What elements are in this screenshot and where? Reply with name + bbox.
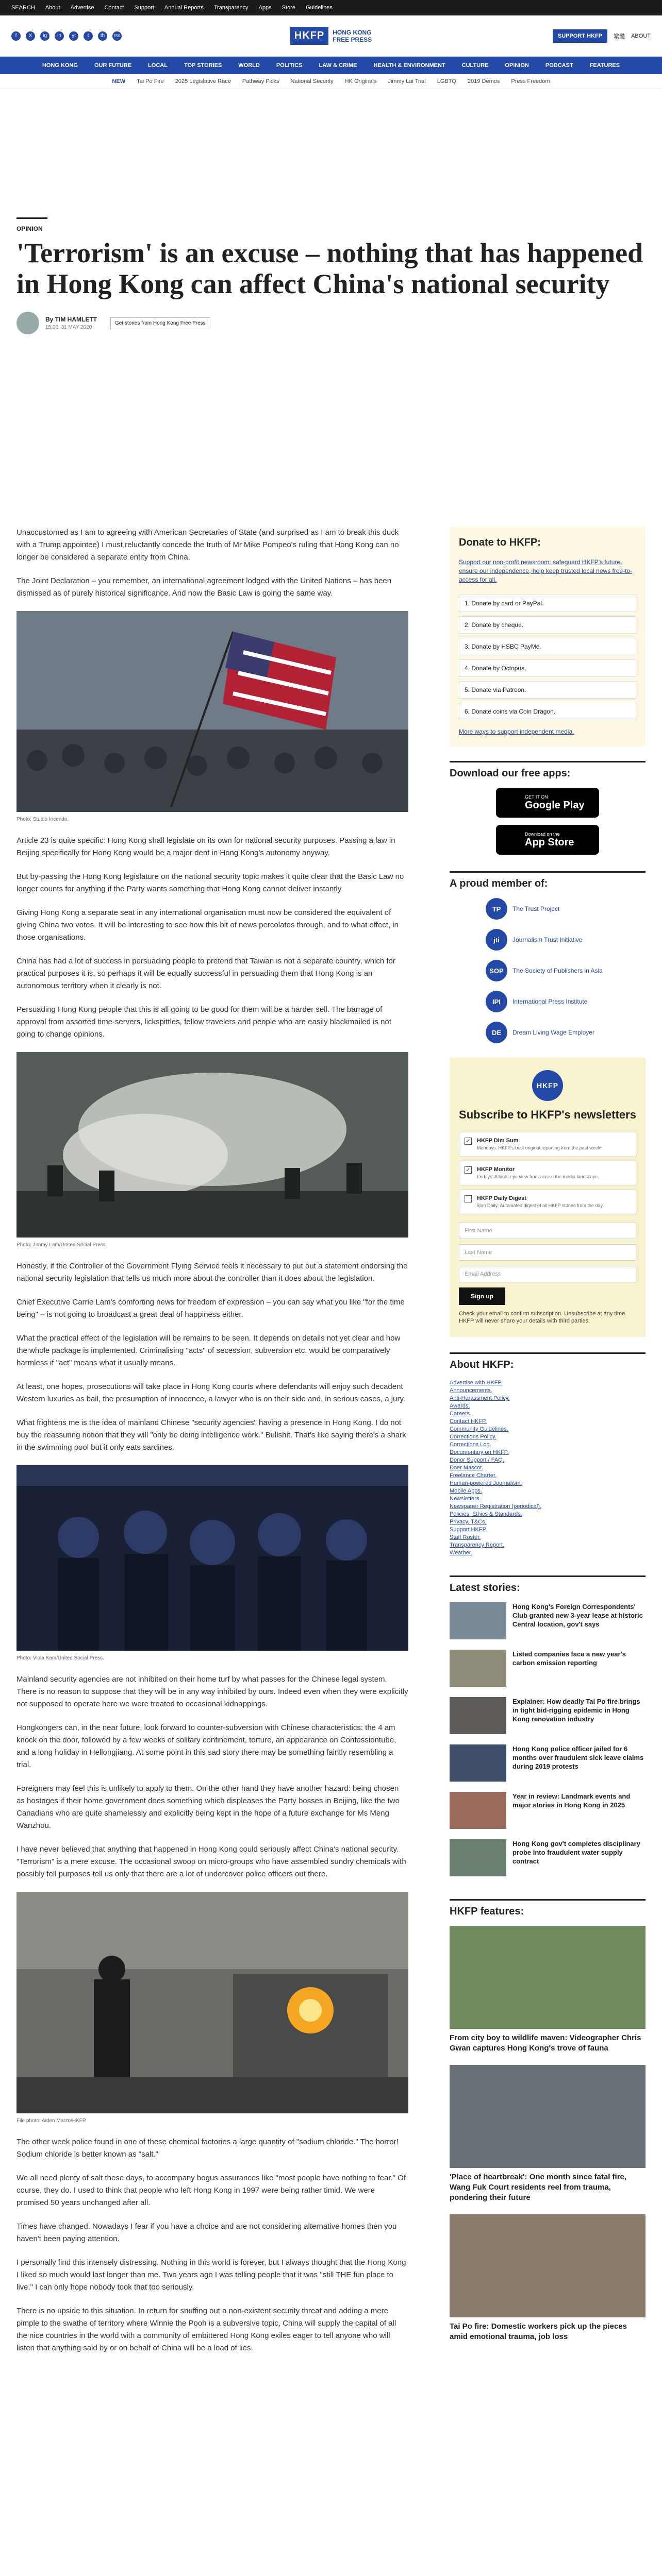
nav-local[interactable]: LOCAL [148,62,168,69]
rss-icon[interactable]: rss [112,31,122,41]
paragraph: I personally find this intensely distressing. Nothing in this world is forever, but I always thought that the Hong Kong I liked so much would last longer than me. Two years ago I was telling people that it was "still THE fun place to live." I can only hope nobody took that too seriously. [16,2258,406,2292]
about-link[interactable]: Awards. [450,1403,470,1409]
newsletter-title: Subscribe to HKFP's newsletters [459,1108,636,1121]
photo-riot-police [16,1465,408,1651]
annual-reports-link[interactable]: Annual Reports [164,5,204,11]
newsletter-option[interactable] [459,1190,636,1214]
trending-item[interactable]: Pathway Picks [242,78,279,84]
about-link[interactable]: About [45,5,60,11]
paragraph: Times have changed. Nowadays I fear if you have a choice and are not considering alternative homes then you haven't been paying attention. [16,2222,397,2243]
apps-title: Download our free apps: [450,761,646,779]
sidebar [450,527,646,2353]
author-name[interactable]: By TIM HAMLETT [45,316,97,323]
feature-title[interactable]: Tai Po fire: Domestic workers pick up the pieces amid emotional trauma, job loss [450,2322,627,2341]
search-link[interactable]: SEARCH [11,5,35,11]
nav-hong-kong[interactable]: HONG KONG [42,62,78,69]
email-input[interactable]: Email Address [459,1266,636,1282]
photo-flag-protest [16,611,408,812]
newsletter-desc: Mondays: HKFP's best original reporting from the past week. [477,1145,602,1150]
paragraph: What frightens me is the idea of mainland Chinese "security agencies" having a presence in Hong Kong. I do not buy the reassuring notion that they will "only be doing intelligence work." Bullshit. That's like saying there's a shark in the swimming pool but it only eats sardines. [16,1418,406,1452]
member-ipi[interactable] [450,991,646,1012]
nav-world[interactable]: WORLD [238,62,260,69]
newsletter-desc: 5pm Daily: Automated digest of all HKFP stories from the day. [477,1203,604,1208]
advertise-link[interactable]: Advertise [70,5,94,11]
feature-story[interactable] [450,2214,646,2342]
language-switch[interactable]: 繁體 [614,33,625,40]
newsletter-option[interactable] [459,1132,636,1157]
donate-option[interactable]: 5. Donate via Patreon. [459,681,636,699]
paragraph: I have never believed that anything that happened in Hong Kong could seriously affect China's national security. "Terrorism" is a mere excuse. The occasional swoop on micro-groups who have assembled sundry chemicals with possibly fell purposes tell us only that there are a lot of undercover police officers out there. [16,1845,406,1878]
about-title: About HKFP: [450,1352,646,1371]
about-link[interactable]: Careers. [450,1411,472,1417]
story-title[interactable]: Year in review: Landmark events and major stories in Hong Kong in 2025 [512,1792,631,1809]
nav-law-crime[interactable]: LAW & CRIME [319,62,357,69]
feature-story[interactable] [450,2065,646,2203]
newsletter-desc: Fridays: A birds-eye view from across the media landscape. [477,1174,600,1179]
trending-item[interactable]: 2025 Legislative Race [175,78,231,84]
newsletter-text [477,1166,599,1180]
contact-link[interactable]: Contact [104,5,124,11]
feature-title[interactable]: 'Place of heartbreak': One month since fatal fire, Wang Fuk Court residents reel from trauma, pondering their future [450,2173,627,2202]
donate-option[interactable]: 3. Donate by HSBC PayMe. [459,638,636,655]
story-thumbnail [450,1744,506,1782]
first-name-input[interactable]: First Name [459,1223,636,1239]
store-link[interactable]: Store [282,5,295,11]
paragraph: Persuading Hong Kong people that this is all going to be good for them will be a harder sell. The barrage of approval from assorted time-servers, lickspittles, fellow travelers and people who are easily blackmailed is not going to change opinions. [16,1005,391,1039]
paragraph: Mainland security agencies are not inhibited on their home turf by what passes for the Chinese legal system. There is no reason to suppose that they will be in any way inhibited by ours. Indeed even when they were explicitly not supposed to operate here we were treated to occasional kidnappings. [16,1675,408,1708]
member-logo: jti [486,929,507,951]
photo-caption: Photo: Jimmy Lam/United Social Press. [16,1242,107,1248]
paragraph: Hongkongers can, in the near future, look forward to counter-subversion with Chinese characteristics: the 4 am knock on the door, followed by a few weeks of solitary confinement, torture, an appearance on Confessiontube, and a long holiday in Hellongjiang. At some point in this sad story there may be something faintly resembling a trial. [16,1723,396,1769]
latest-story[interactable] [450,1744,646,1782]
article-category[interactable]: OPINION [16,225,43,232]
paragraph: Giving Hong Kong a separate seat in any international organisation must now be considered the equivalent of giving China two votes. It will be interesting to see how this bit of news percolates through, and to what effect, in those organisations. [16,908,399,942]
donate-option[interactable]: 2. Donate by cheque. [459,616,636,634]
header-right [444,29,651,43]
transparency-link[interactable]: Transparency [213,5,249,11]
trending-item[interactable]: Press Freedom [511,78,550,84]
newsletter-logo: HKFP [532,1070,563,1101]
trending-item[interactable]: Tai Po Fire [137,78,164,84]
nav-culture[interactable]: CULTURE [461,62,489,69]
paragraph: Unaccustomed as I am to agreeing with American Secretaries of State (and surprised as I am to break this duck with a Trump appointee) I must reluctantly concede the truth of Mr Mike Pompeo's ruling that Hong Kong can no longer be considered a separate entity from China. [16,528,399,562]
feature-title[interactable]: From city boy to wildlife maven: Videographer Chris Gwan captures Hong Kong's trove of fauna [450,2033,641,2053]
top-bar [0,0,662,15]
trending-bar [0,74,662,89]
app-store-small: Download on the [525,831,560,837]
donate-title: Donate to HKFP: [459,537,541,548]
latest-story[interactable] [450,1697,646,1734]
about-link[interactable]: Donor Support / FAQ. [450,1457,504,1463]
newsletter-box [450,1058,646,1337]
story-thumbnail [450,1792,506,1829]
donate-intro-link[interactable]: Support our non-profit newsroom: safeguard HKFP's future, ensure our independence, help keep trusted local news free-to-access for all. [459,558,633,583]
linkedin-icon[interactable]: in [55,31,64,41]
latest-story[interactable] [450,1839,646,1876]
latest-story[interactable] [450,1602,646,1639]
content-wrap [16,217,646,2352]
about-menu[interactable]: ABOUT [631,32,651,39]
google-play-label: Google Play [525,799,585,811]
about-list [450,1379,646,1557]
trending-item[interactable]: Jimmy Lai Trial [388,78,426,84]
donate-option[interactable]: 1. Donate by card or PayPal. [459,595,636,612]
guidelines-link[interactable]: Guidelines [305,5,333,11]
last-name-input[interactable]: Last Name [459,1244,636,1261]
logo-line-1: HONG KONG [333,28,372,36]
story-thumbnail [450,1602,506,1639]
story-title[interactable]: Hong Kong's Foreign Correspondents' Club granted new 3-year lease at historic Central location, gov't says [512,1603,643,1628]
logo-text [333,29,372,43]
member-living-wage[interactable] [450,1022,646,1043]
site-logo[interactable] [218,27,444,45]
about-link[interactable]: Newspaper Registration (periodical). [450,1503,541,1510]
author-avatar [16,312,39,334]
member-name: Journalism Trust Initiative [512,936,583,943]
newsletter-option[interactable] [459,1161,636,1185]
nav-opinion[interactable]: OPINION [505,62,529,69]
feature-image [450,2214,646,2317]
paragraph: We all need plenty of salt these days, to accompany bogus assurances like "most people have nothing to fear." Of course, they do. I used to think that people who left Hong Kong in 1997 were being rather timid. We were promised 50 years unchanged after all. [16,2174,406,2207]
about-link[interactable]: Human-powered Journalism. [450,1480,522,1486]
member-name: The Society of Publishers in Asia [512,967,603,974]
youtube-icon[interactable]: yt [69,31,78,41]
apps-link[interactable]: Apps [258,5,272,11]
google-play-small: GET IT ON [525,794,548,800]
paragraph: China has had a lot of success in persuading people to pretend that Taiwan is not a separate country, which for practical purposes it is, so perhaps it will be equally successful in persuading them that Hong Kong is an autonomous territory when it clearly is not. [16,957,395,990]
support-hkfp-button[interactable]: SUPPORT HKFP [553,29,607,43]
member-name: Dream Living Wage Employer [512,1028,594,1036]
more-ways-link[interactable]: More ways to support independent media. [459,728,574,735]
member-jti[interactable] [450,929,646,951]
threads-icon[interactable]: th [98,31,107,41]
about-link[interactable]: Announcements. [450,1387,492,1394]
main-nav [0,57,662,74]
newsletter-text [477,1138,602,1151]
logo-line-2: FREE PRESS [333,36,372,43]
facebook-icon[interactable]: f [11,31,21,41]
donate-box [450,527,646,747]
paragraph: Article 23 is quite specific: Hong Kong shall legislate on its own for national security purposes. Passing a law in Beijing specifically for Hong Kong would be a major dent in Hong Kong's autonomy anyway. [16,836,395,857]
photo-petrol-bomb [16,1892,408,2113]
trending-item[interactable]: 2019 Demos [468,78,500,84]
trending-item[interactable]: LGBTQ [437,78,456,84]
about-link[interactable]: Weather. [450,1550,472,1556]
member-sopa[interactable] [450,960,646,981]
donate-option[interactable]: 6. Donate coins via Coin Dragon. [459,703,636,720]
subscribe-note: Check your email to confirm subscription. Unsubscribe at any time. HKFP will never share your details with third parties. [459,1311,627,1324]
about-link[interactable]: Mobile Apps. [450,1488,482,1494]
about-link[interactable]: Documentary on HKFP. [450,1449,509,1455]
newsletter-name: HKFP Daily Digest [477,1195,526,1201]
checkbox[interactable] [465,1195,472,1202]
story-thumbnail [450,1839,506,1876]
about-link[interactable]: Corrections Log. [450,1442,491,1448]
feature-story[interactable] [450,1926,646,2054]
about-link[interactable]: Support HKFP. [450,1527,487,1533]
about-link[interactable]: Staff Roster. [450,1534,481,1540]
latest-story[interactable] [450,1650,646,1687]
member-logo: TP [486,898,507,920]
latest-title: Latest stories: [450,1575,646,1594]
about-link[interactable]: Corrections Policy. [450,1434,496,1440]
logo-box: HKFP [290,27,328,45]
title-rule [16,217,47,219]
paragraph: What the practical effect of the legislation will be remains to be seen. It depends on details not yet clear and how the whole package is implemented. Criminalising "acts" of secession, subversion etc. would be comparatively harmless if "act" means what it usually means. [16,1334,401,1367]
photo-caption: Photo: Studio Incendo. [16,817,69,822]
newsletter-text [477,1195,604,1209]
support-link[interactable]: Support [134,5,154,11]
paragraph: Chief Executive Carrie Lam's comforting news for freedom of expression – you can say what you like "for the time being" – is not going to broadcast a great deal of happiness either. [16,1298,405,1319]
latest-story[interactable] [450,1792,646,1829]
x-icon[interactable]: X [26,31,35,41]
publish-date: 15:00, 31 MAY 2020 [45,325,92,330]
about-link[interactable]: Newsletters. [450,1496,481,1502]
nav-podcast[interactable]: PODCAST [545,62,573,69]
article-title: 'Terrorism' is an excuse – nothing that has happened in Hong Kong can affect China's national security [16,238,643,299]
about-link[interactable]: Doer Mascot. [450,1465,484,1471]
photo-tear-gas [16,1052,408,1238]
paragraph: There is no upside to this situation. In return for snuffing out a non-existent security threat and adding a mere pimple to the swathe of territory where Winnie the Pooh is a subversive topic, China will supply the capital of all the nice countries in the world with a community of embittered Hong Kong exiles eager to tell anyone who will listen that anything said by or on behalf of China will be a load of lies. [16,2307,396,2352]
nav-health-environment[interactable]: HEALTH & ENVIRONMENT [373,62,445,69]
paragraph: The Joint Declaration – you remember, an international agreement lodged with the United Nations – has been dismissed as of purely historical significance. And now the Basic Law is going the same way. [16,577,392,598]
story-title[interactable]: Hong Kong gov't completes disciplinary probe into fraudulent water supply contract [512,1840,640,1865]
paragraph: At least, one hopes, prosecutions will take place in Hong Kong courts where defendants will enjoy such decadent Western luxuries as bail, the presumption of innocence, a lawyer who is on their side and, in serious cases, a jury. [16,1382,405,1403]
email-signup-button[interactable]: Get stories from Hong Kong Free Press [110,317,210,329]
app-store-button[interactable] [496,825,599,855]
social-links [11,31,218,41]
about-link[interactable]: Advertise with HKFP. [450,1380,503,1386]
about-link[interactable]: Community Guidelines. [450,1426,508,1432]
article-body [16,527,408,2366]
brand-bar [0,15,662,57]
nav-top-stories[interactable]: TOP STORIES [184,62,222,69]
trending-item[interactable]: HK Originals [344,78,377,84]
byline [16,312,646,334]
about-link[interactable]: Policies, Ethics & Standards. [450,1511,522,1517]
about-link[interactable]: Freelance Charter. [450,1472,497,1479]
feature-image [450,1926,646,2029]
paragraph: But by-passing the Hong Kong legislature on the national security topic makes it quite clear that the Basic Law no longer counts for anything if the Party wants something that Hong Kong cannot deliver instantly. [16,872,404,893]
checkbox[interactable]: ✓ [465,1138,472,1145]
member-title: A proud member of: [450,871,646,890]
byline-text [45,316,97,330]
paragraph: The other week police found in one of these chemical factories a large quantity of "sodium chloride." The horror! Sodium chloride is better known as "salt." [16,2138,399,2159]
story-title[interactable]: Explainer: How deadly Tai Po fire brings in tight bid-rigging epidemic in Hong Kong renovation industry [512,1698,640,1723]
paragraph: Foreigners may feel this is unlikely to apply to them. On the other hand they have another hazard: being chosen as hostages if their home government does something which displeases the Party bosses in Beijing, like the two Canadians who are quite shamelessly and explicitly being kept in the hope of a future exchange for Ms Meng Wanzhou. [16,1784,400,1830]
donate-option[interactable]: 4. Donate by Octopus. [459,659,636,677]
photo-caption: File photo: Aiden Marzo/HKFP. [16,2118,87,2124]
newsletter-name: HKFP Monitor [477,1166,515,1173]
about-link[interactable]: Contact HKFP. [450,1418,487,1425]
nav-features[interactable]: FEATURES [589,62,620,69]
member-logo: IPI [486,991,507,1012]
paragraph: Honestly, if the Controller of the Government Flying Service feels it necessary to put out a statement endorsing the national security legislation that tells us much more about the controller than it does about the legislation. [16,1262,408,1283]
newsletter-name: HKFP Dim Sum [477,1138,519,1144]
app-store-label: App Store [525,836,574,848]
nav-our-future[interactable]: OUR FUTURE [94,62,132,69]
member-logo: SOP [486,960,507,981]
member-name: International Press Institute [512,997,588,1005]
nav-politics[interactable]: POLITICS [276,62,303,69]
telegram-icon[interactable]: t [84,31,93,41]
about-link[interactable]: Transparency Report. [450,1542,504,1548]
trending-item[interactable]: National Security [290,78,334,84]
checkbox[interactable]: ✓ [465,1166,472,1174]
member-name: The Trust Project [512,905,560,912]
features-title: HKFP features: [450,1899,646,1918]
story-thumbnail [450,1697,506,1734]
instagram-icon[interactable]: ig [40,31,49,41]
about-link[interactable]: Anti-Harassment Policy. [450,1395,510,1401]
story-title[interactable]: Listed companies face a new year's carbon emission reporting [512,1650,626,1667]
photo-caption: Photo: Viola Kam/United Social Press. [16,1655,104,1661]
member-logo: DE [486,1022,507,1043]
about-link[interactable]: Privacy, T&Cs. [450,1519,487,1525]
story-title[interactable]: Hong Kong police officer jailed for 6 months over fraudulent sick leave claims during 2019 protests [512,1745,644,1770]
new-badge: NEW [112,78,126,84]
feature-image [450,2065,646,2168]
signup-button[interactable]: Sign up [459,1287,505,1305]
story-thumbnail [450,1650,506,1687]
google-play-button[interactable] [496,788,599,818]
member-trust-project[interactable] [450,898,646,920]
